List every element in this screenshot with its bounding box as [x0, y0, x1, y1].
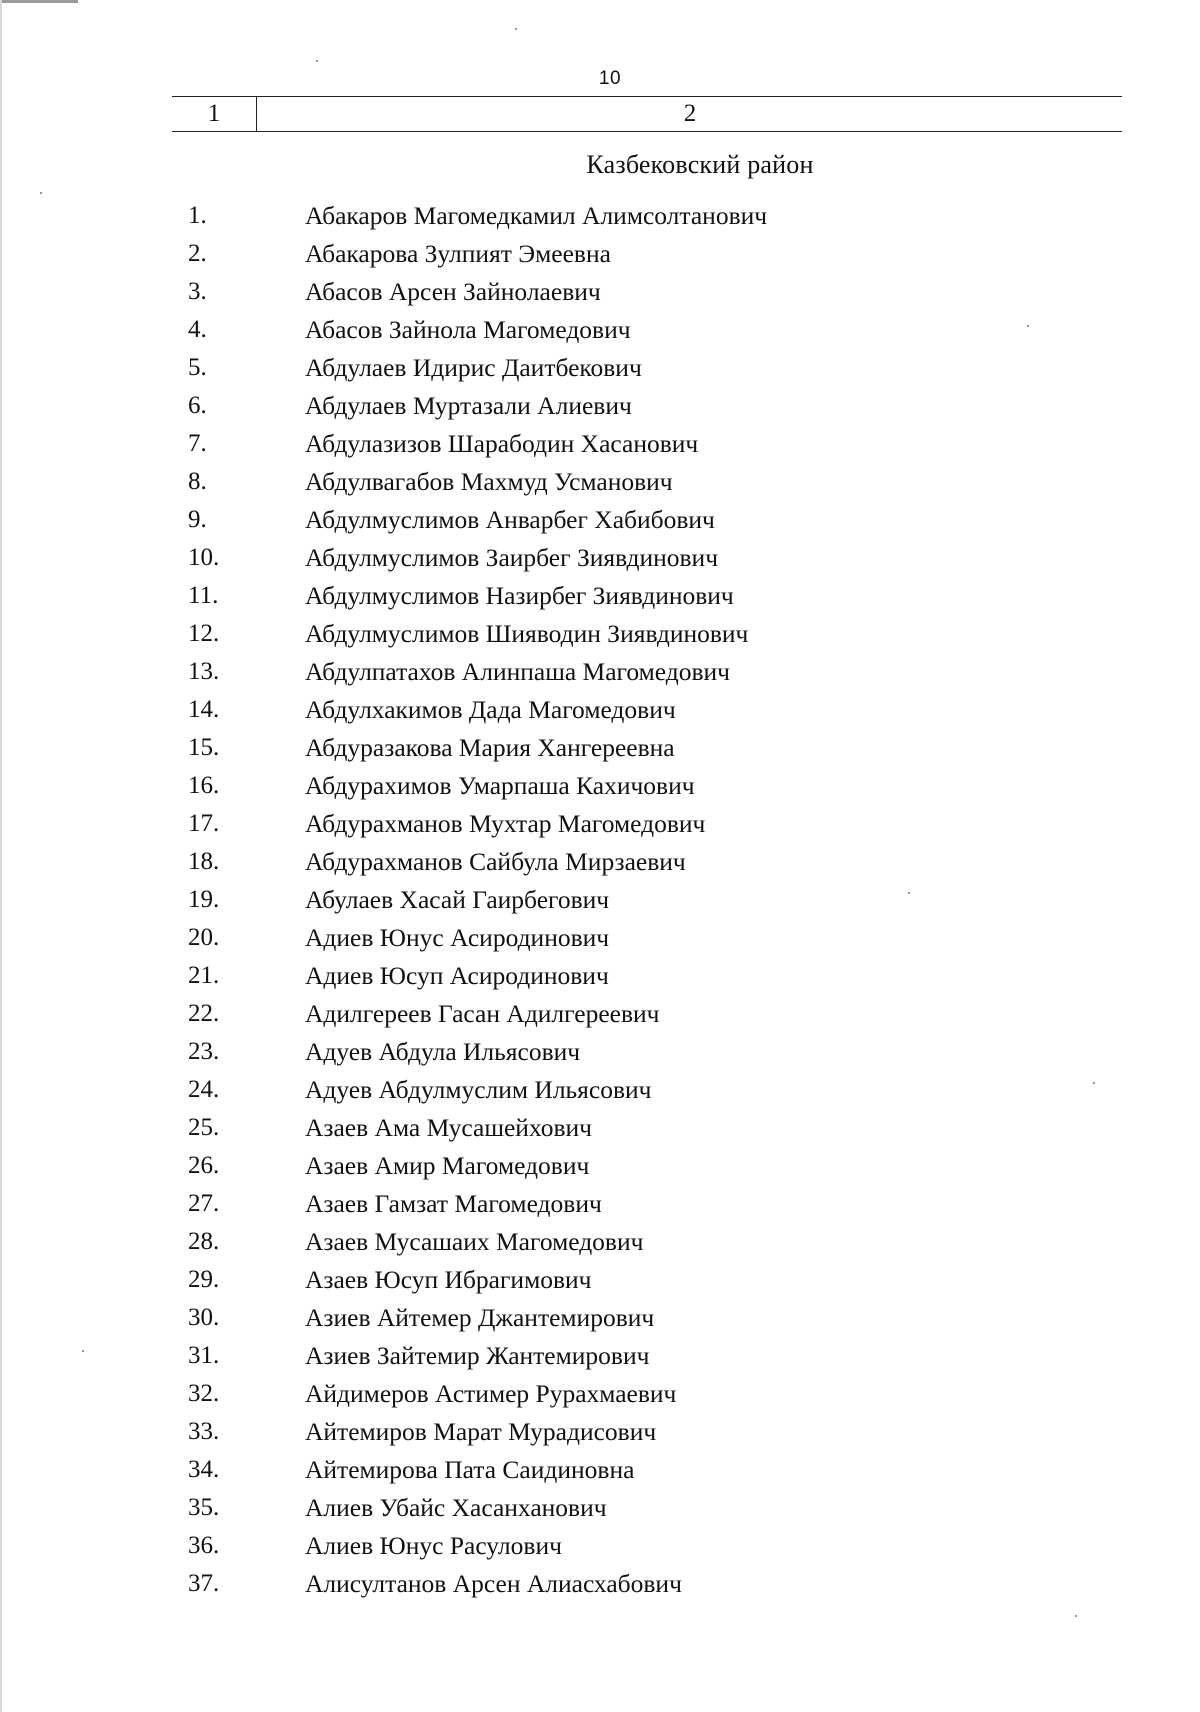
entry-number: 6.: [188, 392, 207, 419]
entry-number: 27.: [188, 1190, 220, 1217]
entry-name: Абдулмуслимов Шияводин Зиявдинович: [305, 619, 749, 648]
entry-number: 24.: [188, 1076, 220, 1103]
list-item: [0, 1337, 1200, 1375]
list-item: [0, 1223, 1200, 1261]
entry-number: 22.: [188, 1000, 220, 1027]
entry-number: 37.: [188, 1570, 220, 1597]
entry-number: 14.: [188, 696, 220, 723]
scan-speck: [1027, 325, 1029, 327]
entry-name: Абдулмуслимов Назирбег Зиявдинович: [305, 581, 734, 610]
entry-name: Алиев Юнус Расулович: [305, 1531, 562, 1560]
entry-number: 17.: [188, 810, 220, 837]
entry-name: Адилгереев Гасан Адилгереевич: [305, 999, 660, 1028]
list-item: [0, 767, 1200, 805]
entry-number: 31.: [188, 1342, 220, 1369]
list-item: [0, 805, 1200, 843]
entry-number: 15.: [188, 734, 220, 761]
list-item: [0, 1109, 1200, 1147]
entry-name: Адуев Абдулмуслим Ильясович: [305, 1075, 652, 1104]
list-item: [0, 577, 1200, 615]
list-item: [0, 1071, 1200, 1109]
list-item: [0, 957, 1200, 995]
entry-number: 28.: [188, 1228, 220, 1255]
scan-speck: [316, 60, 318, 62]
page-number: 10: [598, 68, 622, 89]
entry-name: Азаев Юсуп Ибрагимович: [305, 1265, 592, 1294]
entry-number: 12.: [188, 620, 220, 647]
list-item: [0, 729, 1200, 767]
column-header-2: 2: [683, 100, 697, 127]
list-item: [0, 349, 1200, 387]
entry-name: Абдурахимов Умарпаша Кахичович: [305, 771, 695, 800]
entry-name: Абдулаев Идирис Даитбекович: [305, 353, 642, 382]
entry-name: Алисултанов Арсен Алиасхабович: [305, 1569, 682, 1598]
entry-name: Азиев Айтемер Джантемирович: [305, 1303, 655, 1332]
list-item: [0, 1033, 1200, 1071]
list-item: [0, 1489, 1200, 1527]
list-item: [0, 1565, 1200, 1603]
entry-name: Адуев Абдула Ильясович: [305, 1037, 581, 1066]
list-item: [0, 1147, 1200, 1185]
list-item: [0, 1527, 1200, 1565]
column-header-1: 1: [172, 97, 257, 131]
entry-name: Абасов Зайнола Магомедович: [305, 315, 631, 344]
section-title: Казбековский район: [586, 150, 814, 179]
entry-number: 30.: [188, 1304, 220, 1331]
entry-number: 26.: [188, 1152, 220, 1179]
entry-number: 25.: [188, 1114, 220, 1141]
entry-name: Айтемирова Пата Саидиновна: [305, 1455, 635, 1484]
entry-number: 23.: [188, 1038, 220, 1065]
list-item: [0, 995, 1200, 1033]
entry-name: Азаев Гамзат Магомедович: [305, 1189, 602, 1218]
entry-number: 19.: [188, 886, 220, 913]
entry-name: Азиев Зайтемир Жантемирович: [305, 1341, 650, 1370]
entry-name: Алиев Убайс Хасанханович: [305, 1493, 607, 1522]
list-item: [0, 919, 1200, 957]
entry-number: 8.: [188, 468, 207, 495]
entry-number: 35.: [188, 1494, 220, 1521]
list-item: [0, 425, 1200, 463]
entry-name: Абдулвагабов Махмуд Усманович: [305, 467, 673, 496]
list-item: [0, 273, 1200, 311]
entry-number: 2.: [188, 240, 207, 267]
entry-name: Абдулмуслимов Анварбег Хабибович: [305, 505, 715, 534]
scan-speck: [515, 28, 517, 30]
entry-list: [0, 197, 1200, 1603]
entry-name: Азаев Мусашаих Магомедович: [305, 1227, 644, 1256]
entry-name: Айдимеров Астимер Рурахмаевич: [305, 1379, 677, 1408]
list-item: [0, 653, 1200, 691]
scan-speck: [40, 192, 42, 194]
entry-number: 20.: [188, 924, 220, 951]
entry-number: 5.: [188, 354, 207, 381]
entry-name: Абдулхакимов Дада Магомедович: [305, 695, 676, 724]
entry-name: Абакарова Зулпият Эмеевна: [305, 239, 611, 268]
entry-number: 16.: [188, 772, 220, 799]
scan-edge-mark: [0, 0, 78, 3]
list-item: [0, 1413, 1200, 1451]
list-item: [0, 311, 1200, 349]
scan-speck: [1075, 1615, 1077, 1617]
entry-name: Абдулпатахов Алинпаша Магомедович: [305, 657, 730, 686]
entry-name: Айтемиров Марат Мурадисович: [305, 1417, 657, 1446]
entry-name: Абдуразакова Мария Хангереевна: [305, 733, 675, 762]
list-item: [0, 387, 1200, 425]
entry-number: 29.: [188, 1266, 220, 1293]
entry-name: Абдулазизов Шарабодин Хасанович: [305, 429, 699, 458]
entry-number: 3.: [188, 278, 207, 305]
entry-name: Абдурахманов Мухтар Магомедович: [305, 809, 706, 838]
list-item: [0, 197, 1200, 235]
list-item: [0, 539, 1200, 577]
list-item: [0, 463, 1200, 501]
list-item: [0, 881, 1200, 919]
entry-number: 33.: [188, 1418, 220, 1445]
entry-name: Абакаров Магомедкамил Алимсолтанович: [305, 201, 768, 230]
entry-name: Абасов Арсен Зайнолаевич: [305, 277, 601, 306]
entry-number: 32.: [188, 1380, 220, 1407]
entry-number: 11.: [188, 582, 219, 609]
list-item: [0, 1185, 1200, 1223]
entry-number: 18.: [188, 848, 220, 875]
entry-name: Абдулаев Муртазали Алиевич: [305, 391, 632, 420]
entry-name: Абдурахманов Сайбула Мирзаевич: [305, 847, 686, 876]
entry-name: Абулаев Хасай Гаирбегович: [305, 885, 610, 914]
entry-name: Адиев Юнус Асиродинович: [305, 923, 610, 952]
entry-name: Адиев Юсуп Асиродинович: [305, 961, 609, 990]
scan-speck: [1093, 1082, 1095, 1084]
entry-number: 10.: [188, 544, 220, 571]
entry-number: 1.: [188, 202, 207, 229]
list-item: [0, 1375, 1200, 1413]
list-item: [0, 843, 1200, 881]
list-item: [0, 235, 1200, 273]
entry-number: 36.: [188, 1532, 220, 1559]
entry-number: 34.: [188, 1456, 220, 1483]
list-item: [0, 1451, 1200, 1489]
entry-number: 9.: [188, 506, 207, 533]
list-item: [0, 691, 1200, 729]
scan-speck: [908, 892, 910, 894]
entry-name: Азаев Ама Мусашейхович: [305, 1113, 592, 1142]
entry-number: 4.: [188, 316, 207, 343]
entry-number: 13.: [188, 658, 220, 685]
list-item: [0, 1261, 1200, 1299]
column-header-table: [172, 96, 1122, 132]
entry-number: 7.: [188, 430, 207, 457]
entry-name: Абдулмуслимов Заирбег Зиявдинович: [305, 543, 719, 572]
list-item: [0, 1299, 1200, 1337]
list-item: [0, 501, 1200, 539]
entry-number: 21.: [188, 962, 220, 989]
scan-speck: [82, 1350, 84, 1352]
list-item: [0, 615, 1200, 653]
entry-name: Азаев Амир Магомедович: [305, 1151, 590, 1180]
